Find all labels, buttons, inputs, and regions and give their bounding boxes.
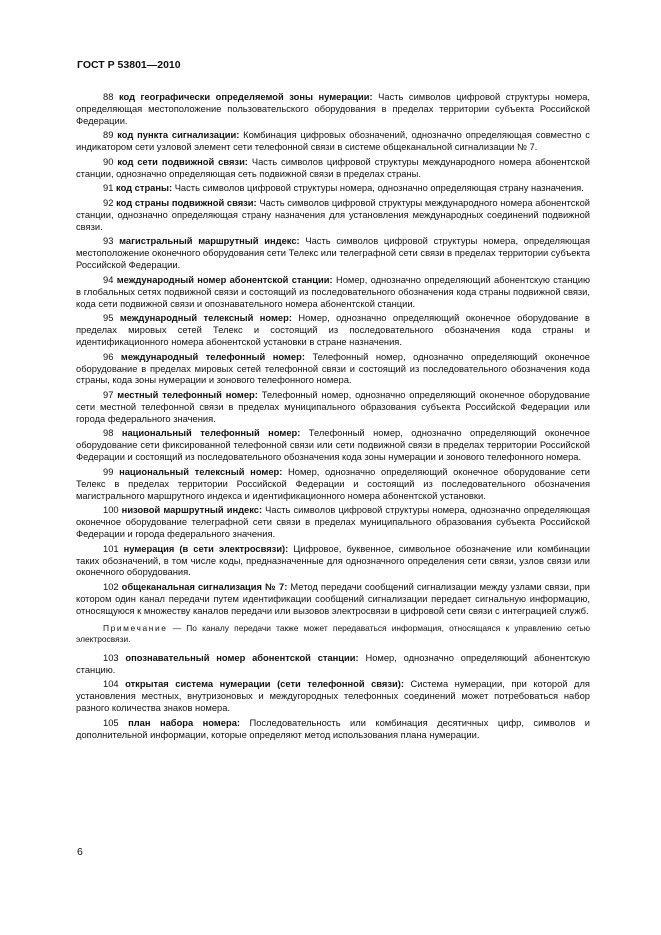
definition-entry — [76, 718, 590, 742]
entry-term: код пункта сигнализации: — [117, 130, 240, 141]
entry-term: открытая система нумерации (сети телефонной связи): — [125, 679, 404, 690]
entry-definition: Номер, однозначно определяющий абонентскую станцию. — [76, 652, 590, 675]
entry-number: 91 — [103, 183, 114, 194]
definition-entry — [76, 467, 590, 503]
entry-definition: Номер, однозначно определяющий оконечное оборудование в пределах мировых сетей Телекс и состоящий из последовательного обозначения кода страны и идентификационного номера абонентской установки в стране назначения. — [76, 313, 590, 348]
entry-number: 92 — [103, 198, 114, 208]
entry-definition: Часть символов цифровой структуры номера, однозначно определяющая оконечное оборудование телеграфной сети связи в пределах муниципального образования субъекта Российской Федерации и города федерального значения. — [76, 505, 590, 540]
entry-term: международный номер абонентской станции: — [116, 274, 333, 285]
definition-entry — [76, 236, 590, 272]
entry-number: 88 — [103, 92, 114, 102]
entry-number: 94 — [103, 274, 114, 285]
entry-number: 93 — [103, 236, 114, 247]
entry-definition: Телефонный номер, однозначно определяющий оконечное оборудование в пределах мировых сетей телефонной связи и состоящий из последовательного обозначения кода страны, кода зоны нумерации и зонового телефонного номера. — [76, 351, 590, 386]
entry-definition: Часть символов цифровой структуры номера, однозначно определяющая страну назначения. — [174, 183, 584, 194]
entry-term: национальный телексный номер: — [119, 466, 283, 477]
entry-term: местный телефонный номер: — [117, 390, 258, 401]
entry-number: 96 — [103, 351, 114, 362]
definition-entry — [76, 157, 590, 181]
entry-term: нумерация (в сети электросвязи): — [123, 543, 289, 554]
entry-number: 99 — [103, 466, 114, 477]
entry-number: 103 — [103, 652, 119, 663]
definition-entry — [76, 653, 590, 677]
entry-term: опознавательный номер абонентской станции: — [125, 652, 359, 663]
entry-definition: Последовательность или комбинация десятичных цифр, символов и дополнительной информации, которые определяют метод использования плана нумерации. — [76, 717, 591, 740]
entry-term: код страны подвижной связи: — [116, 198, 257, 208]
entry-number: 105 — [103, 717, 119, 728]
definition-entry — [76, 130, 590, 154]
note-label: Примечание — [103, 622, 168, 633]
entry-number: 90 — [103, 156, 114, 167]
entry-definition: Система нумерации, при которой для установления местных, внутризоновых и междугородных телефонных соединений может потребоваться набор разного количества знаков номера. — [76, 679, 590, 714]
entry-number: 89 — [103, 130, 114, 141]
entry-definition: Часть символов цифровой структуры номера, определяющая местоположение пользовательского оборудования в пределах территории субъекта Российской Федерации. — [76, 92, 590, 126]
entry-definition: Часть символов цифровой структуры номера, определяющая местоположение оконечного оборудования сети Телекс или телеграфной сети связи в пределах территории субъекта Российской Федерации. — [76, 236, 590, 271]
entry-term: код географически определяемой зоны нумерации: — [118, 92, 373, 102]
entry-definition: Комбинация цифровых обозначений, однозначно определяющая совместно с индикатором сети узловой элемент сети телефонной связи в системе общеканальной сигнализации № 7. — [76, 130, 590, 153]
note-text: — По каналу передачи также может передаваться информация, относящаяся к управлению сетью электросвязи. — [76, 622, 591, 644]
entry-definition: Телефонный номер, однозначно определяющий оконечное оборудование сети местной телефонной связи в пределах муниципального образования субъекта Российской Федерации или города федерального значения. — [76, 390, 590, 424]
entry-number: 95 — [103, 313, 114, 324]
entry-number: 104 — [103, 679, 119, 690]
definition-entry — [76, 505, 590, 541]
definition-entry — [76, 428, 590, 464]
entry-term: общеканальная сигнализация № 7: — [121, 582, 288, 593]
entry-term: магистральный маршрутный индекс: — [119, 236, 300, 247]
entry-definition: Телефонный номер, однозначно определяющий оконечное оборудование сети фиксированной телефонной связи или сети подвижной связи в пределах территории Российской Федерации и состоящий из последовательного обозначения кода зоны нумерации и зонового телефонного номера. — [76, 428, 590, 463]
entry-term: международный телефонный номер: — [120, 351, 305, 362]
entry-definition: Часть символов цифровой структуры международного номера абонентской станции, однозначно определяющая страну назначения для установления международных соединений подвижной связи. — [76, 198, 590, 232]
definition-entry — [76, 275, 590, 311]
definition-entry — [76, 198, 590, 234]
definition-entry — [76, 679, 590, 715]
entry-number: 97 — [103, 390, 114, 401]
definition-entry — [76, 390, 590, 426]
definition-entry — [76, 92, 590, 128]
note — [76, 623, 590, 645]
document-body — [76, 92, 590, 744]
definitions-list-continued — [76, 653, 590, 742]
entry-term: код сети подвижной связи: — [117, 156, 248, 167]
entry-definition: Цифровое, буквенное, символьное обозначение или комбинации таких обозначений, в том числе коды, предназначенные для однозначного определения сети связи, узлов связи или оконечного оборудования. — [76, 543, 590, 578]
entry-number: 101 — [103, 543, 119, 554]
entry-number: 100 — [103, 505, 119, 516]
definition-entry — [76, 313, 590, 349]
entry-number: 98 — [103, 428, 114, 439]
entry-definition: Метод передачи сообщений сигнализации между узлами связи, при котором один канал передачи путем идентификации сообщений сигнализации передает сигнальную информацию, относящуюся к множеству каналов передачи или вызовов электросвязи в цифровой сети связи с интеграцией служб. — [76, 582, 590, 616]
page-number: 6 — [77, 846, 83, 858]
definitions-list — [76, 92, 590, 618]
entry-term: план набора номера: — [128, 717, 241, 728]
entry-definition: Номер, однозначно определяющий оконечное оборудование сети Телекс в пределах территории Российской Федерации и состоящий из последовательного обозначения магистрального маршрутного индекса и идентификационного номера абонентской установки. — [76, 466, 590, 501]
entry-term: международный телексный номер: — [119, 313, 292, 324]
entry-term: национальный телефонный номер: — [121, 428, 301, 439]
document-header: ГОСТ Р 53801—2010 — [77, 59, 181, 71]
entry-definition: Часть символов цифровой структуры международного номера абонентской станции, однозначно определяющая сеть подвижной связи в пределах страны. — [76, 156, 590, 179]
definition-entry — [76, 582, 590, 618]
definition-entry — [76, 544, 590, 580]
entry-term: код страны: — [116, 183, 173, 194]
definition-entry — [76, 183, 590, 195]
entry-definition: Номер, однозначно определяющий абонентскую станцию в глобальных сетях подвижной связи и состоящий из последовательного обозначения кода страны подвижной связи, кода сети подвижной связи и опознавательного номера абонентской станции. — [76, 274, 590, 309]
definition-entry — [76, 352, 590, 388]
entry-number: 102 — [103, 582, 119, 593]
entry-term: низовой маршрутный индекс: — [121, 505, 263, 516]
